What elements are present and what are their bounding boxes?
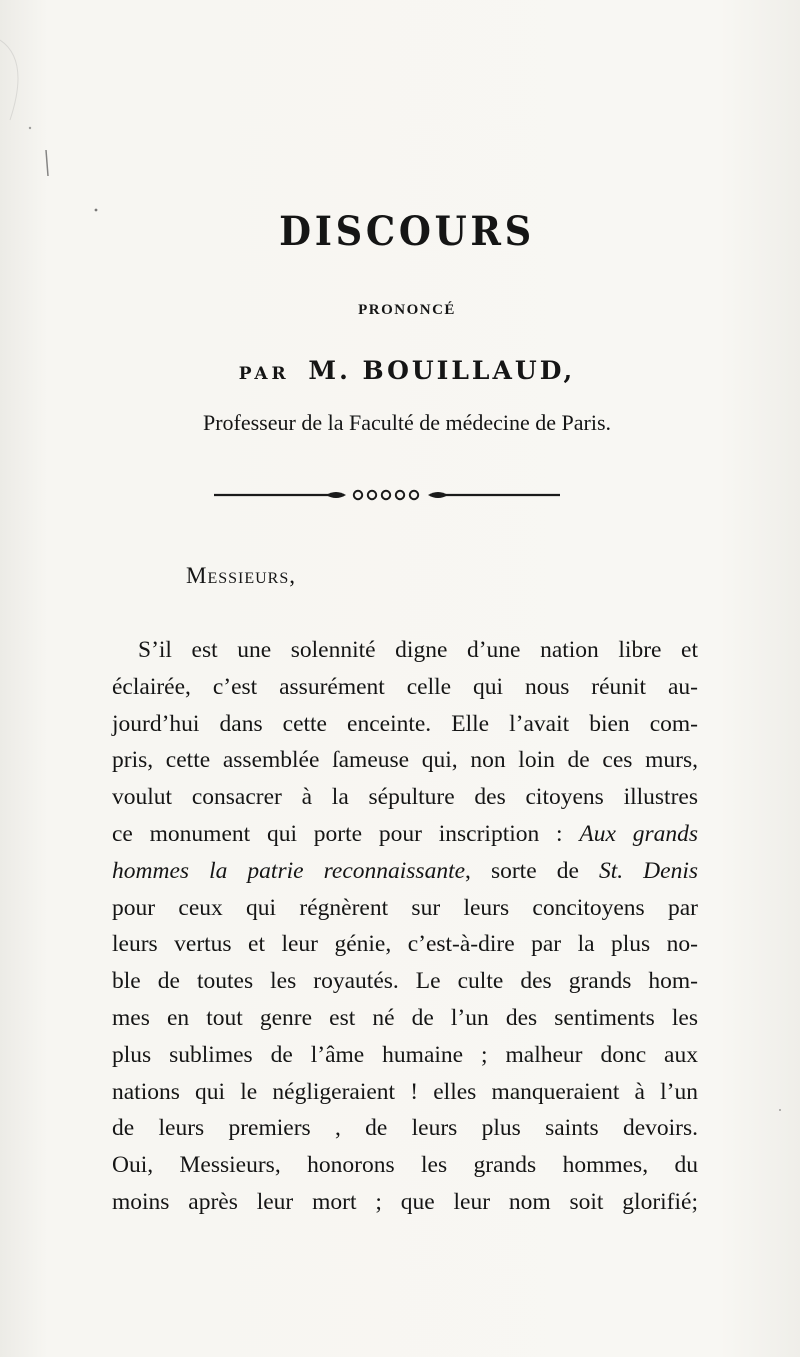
text-line: éclairée, c’est assurément celle qui nous réunit au- xyxy=(112,673,698,700)
text-segment: ce monument qui porte pour inscription : xyxy=(112,820,563,847)
text-line: leurs vertus et leur génie, c’est-à-dire par la plus no- xyxy=(112,931,698,958)
salutation: Messieurs, xyxy=(186,563,296,588)
text-line: de leurs premiers , de leurs plus saints devoirs. xyxy=(112,1115,698,1142)
document-title: DISCOURS xyxy=(279,208,535,255)
author-name: M. BOUILLAUD, xyxy=(308,356,576,385)
italic-inscription: hommes la patrie reconnaissante xyxy=(112,857,466,884)
text-line: S’il est une solennité digne d’une nation libre et xyxy=(138,637,698,663)
text-line: Oui, Messieurs, honorons les grands hommes, du xyxy=(112,1152,698,1179)
text-line: voulut consacrer à la sépulture des citoyens illustres xyxy=(112,784,698,811)
text-line: ble de toutes les royautés. Le culte des grands hom- xyxy=(112,968,698,995)
text-line: pour ceux qui régnèrent sur leurs concitoyens par xyxy=(112,894,698,921)
text-segment: , sorte de xyxy=(465,857,579,884)
author-affiliation: Professeur de la Faculté de médecine de Paris. xyxy=(202,410,612,435)
italic-place-name: St. Denis xyxy=(598,857,698,884)
text-line: jourd’hui dans cette enceinte. Elle l’avait bien com- xyxy=(112,710,698,737)
author-prefix: PAR xyxy=(238,364,290,384)
document-subtitle: PRONONCÉ xyxy=(358,302,456,318)
italic-inscription: Aux grands xyxy=(579,820,698,847)
text-line: mes en tout genre est né de l’un des sentiments les xyxy=(112,1004,698,1031)
text-line: plus sublimes de l’âme humaine ; malheur donc aux xyxy=(112,1041,698,1068)
text-line: pris, cette assemblée ſameuse qui, non loin de ces murs, xyxy=(112,747,698,774)
text-line: moins après leur mort ; que leur nom soit glorifié; xyxy=(112,1188,698,1215)
text-line: nations qui le négligeraient ! elles manqueraient à l’un xyxy=(112,1078,698,1105)
